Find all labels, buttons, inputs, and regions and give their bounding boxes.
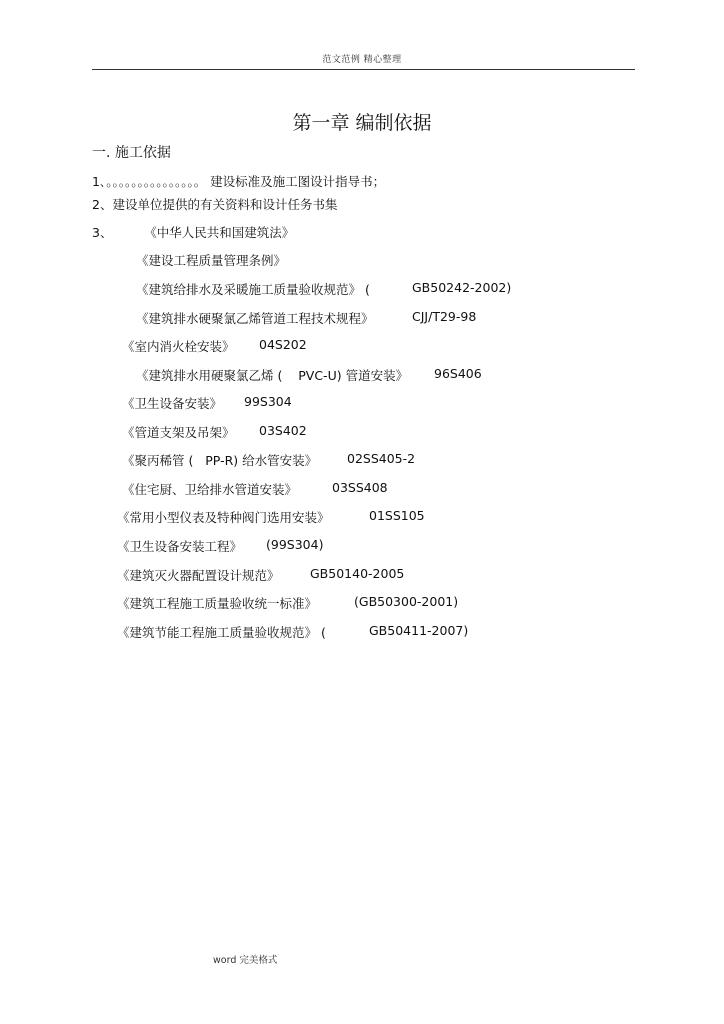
standard-item: 《建筑排水用硬聚氯乙烯 ( PVC-U) 管道安装》 xyxy=(136,368,409,383)
standard-code: (GB50300-2001) xyxy=(354,594,459,609)
standard-code: 96S406 xyxy=(434,366,482,381)
chapter-title: 第一章 编制依据 xyxy=(292,112,432,134)
standard-code: CJJ/T29-98 xyxy=(412,309,477,324)
page-header: 范文范例 精心整理 xyxy=(322,55,402,65)
standard-code: GB50140-2005 xyxy=(310,566,405,581)
standard-item: 《住宅厨、卫给排水管道安装》 xyxy=(122,482,298,497)
standard-code: GB50411-2007) xyxy=(369,623,469,638)
standard-item: 《建筑灭火器配置设计规范》 xyxy=(117,568,280,583)
standard-item: 《建筑节能工程施工质量验收规范》 ( xyxy=(117,625,326,640)
standard-item: 《聚丙稀管 ( PP-R) 给水管安装》 xyxy=(122,453,318,468)
list-item-2: 2、建设单位提供的有关资料和设计任务书集 xyxy=(92,197,338,212)
standard-code: 99S304 xyxy=(244,394,292,409)
standard-code: 03SS408 xyxy=(332,480,388,495)
standard-code: 02SS405-2 xyxy=(347,451,416,466)
standard-item: 《建设工程质量管理条例》 xyxy=(136,253,287,268)
standard-item: 《室内消火栓安装》 xyxy=(122,339,235,354)
standard-code: (99S304) xyxy=(266,537,324,552)
standard-code: 04S202 xyxy=(259,337,307,352)
header-divider xyxy=(92,69,635,70)
standard-code: 03S402 xyxy=(259,423,307,438)
standard-item: 《建筑工程施工质量验收统一标准》 xyxy=(117,596,318,611)
standard-item: 《卫生设备安装工程》 xyxy=(117,539,243,554)
standard-item: 《建筑给排水及采暖施工质量验收规范》 ( xyxy=(136,282,370,297)
standard-code: GB50242-2002) xyxy=(412,280,512,295)
standard-code: 01SS105 xyxy=(369,508,425,523)
standard-item: 《常用小型仪表及特种阀门选用安装》 xyxy=(117,510,330,525)
page-footer: word 完美格式 xyxy=(213,955,278,966)
standard-item: 《建筑排水硬聚氯乙烯管道工程技术规程》 xyxy=(136,311,374,326)
list-item-1: 1､。。。。。。。。。。。。。。。 建设标准及施工图设计指导书； xyxy=(92,174,386,189)
list-item-3: 3、 《中华人民共和国建筑法》 xyxy=(92,225,295,240)
standard-item: 《卫生设备安装》 xyxy=(122,396,223,411)
standard-item: 《管道支架及吊架》 xyxy=(122,425,235,440)
section-heading: 一. 施工依据 xyxy=(92,145,171,161)
